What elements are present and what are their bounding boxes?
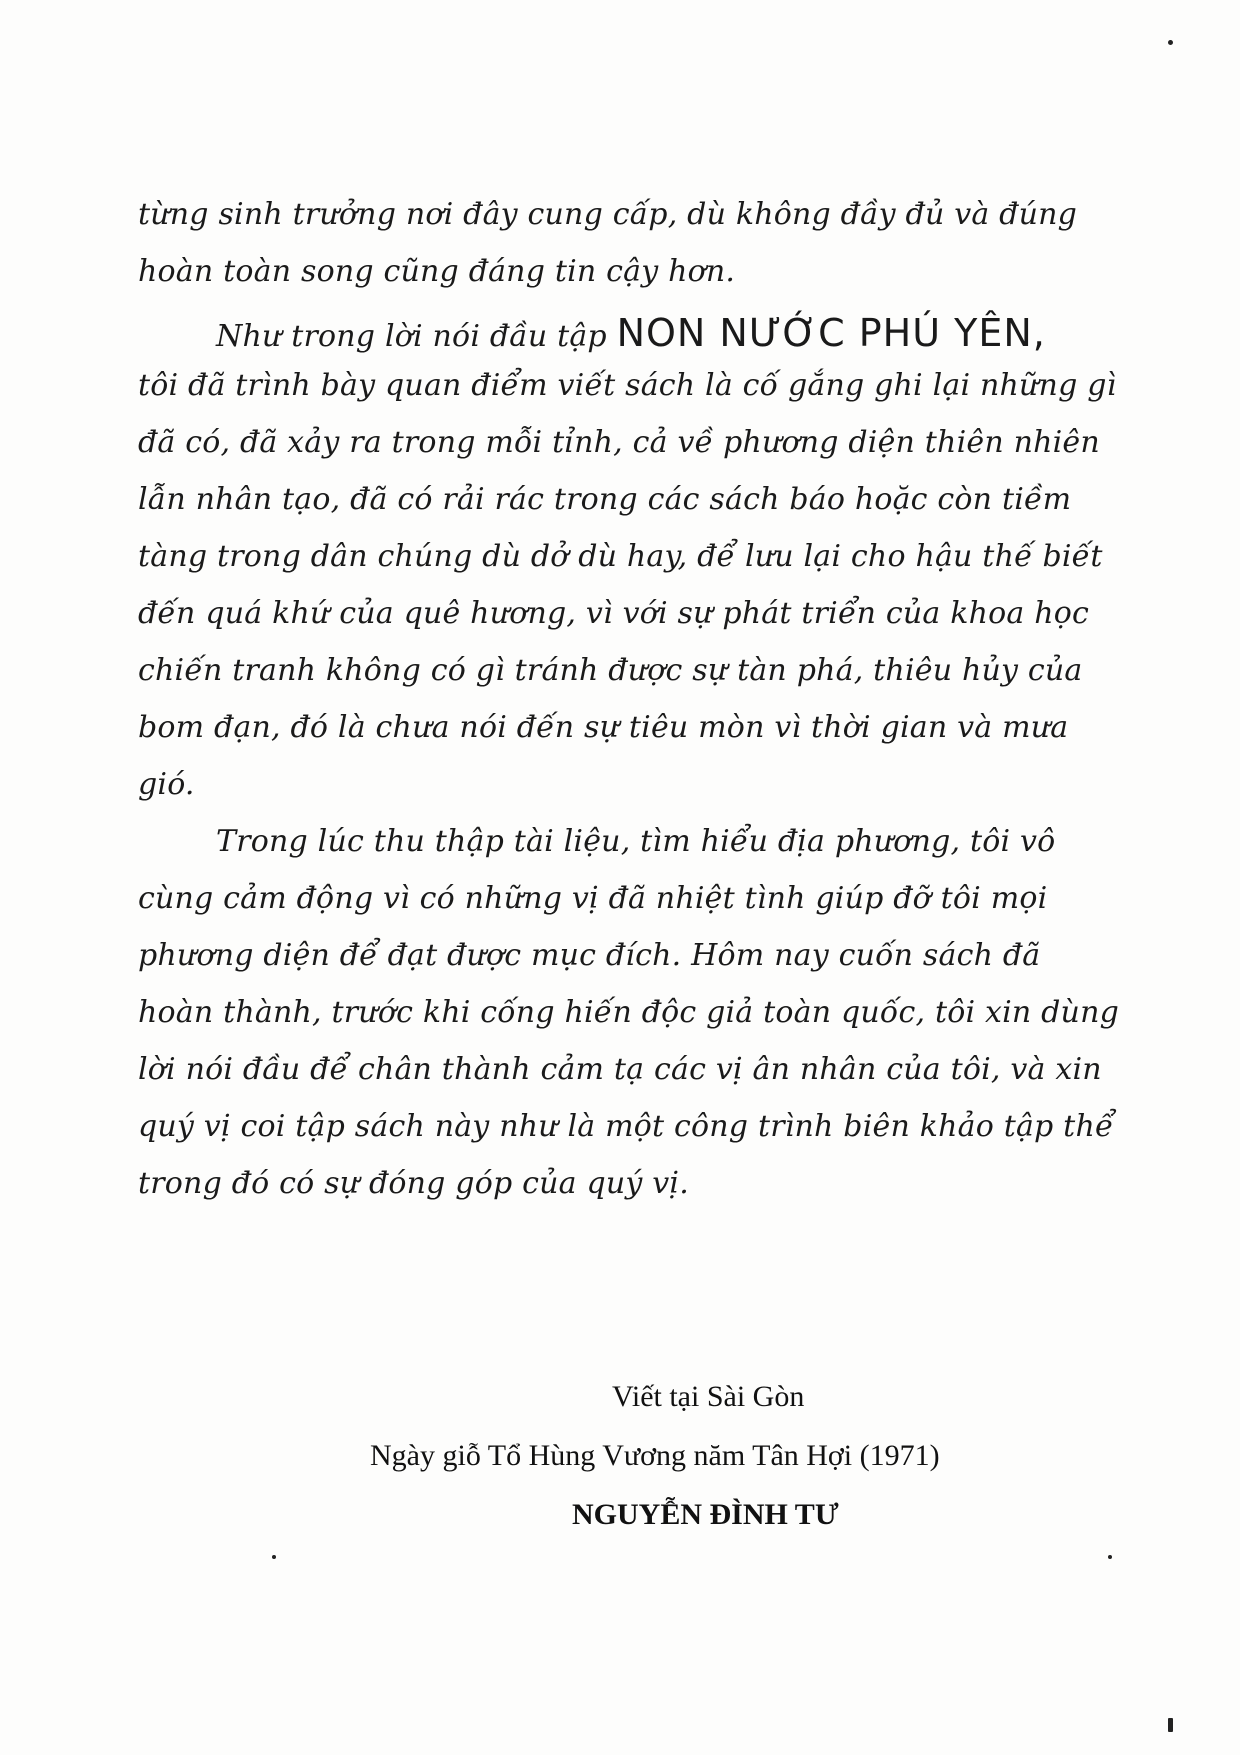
paragraph-line-1: từng sinh trưởng nơi đây cung cấp, dù không đầy đủ và đúng — [138, 197, 1078, 232]
paragraph-line-17: quý vị coi tập sách này như là một công trình biên khảo tập thể — [138, 1109, 1114, 1144]
paragraph-line-12: Trong lúc thu thập tài liệu, tìm hiểu địa phương, tôi vô — [216, 824, 1056, 859]
paragraph-line-13: cùng cảm động vì có những vị đã nhiệt tình giúp đỡ tôi mọi — [138, 881, 1048, 916]
paragraph-line-10: bom đạn, đó là chưa nói đến sự tiêu mòn vì thời gian và mưa — [138, 710, 1069, 745]
paragraph-line-11: gió. — [138, 767, 195, 802]
paragraph-line-8: đến quá khứ của quê hương, vì với sự phát triển của khoa học — [138, 596, 1089, 631]
paragraph-line-7: tàng trong dân chúng dù dở dù hay, để lưu lại cho hậu thế biết — [138, 539, 1103, 574]
paragraph-line-15: hoàn thành, trước khi cống hiến độc giả toàn quốc, tôi xin dùng — [138, 995, 1120, 1030]
paragraph-line-6: lẫn nhân tạo, đã có rải rác trong các sách báo hoặc còn tiềm — [138, 482, 1072, 517]
paragraph-line-18: trong đó có sự đóng góp của quý vị. — [138, 1166, 689, 1201]
paragraph-line-2: hoàn toàn song cũng đáng tin cậy hơn. — [138, 254, 736, 289]
book-title: NON NƯỚC PHÚ YÊN, — [616, 311, 1046, 355]
scan-speck — [1168, 40, 1173, 45]
scan-speck — [1108, 1555, 1112, 1559]
paragraph-line-16: lời nói đầu để chân thành cảm tạ các vị ân nhân của tôi, và xin — [138, 1052, 1102, 1087]
signature-author: NGUYỄN ĐÌNH TƯ — [572, 1498, 839, 1531]
paragraph-line-9: chiến tranh không có gì tránh được sự tàn phá, thiêu hủy của — [138, 653, 1083, 688]
paragraph-line-5: đã có, đã xảy ra trong mỗi tỉnh, cả về phương diện thiên nhiên — [138, 425, 1100, 460]
scan-speck — [1168, 1718, 1173, 1732]
paragraph-line-3 — [216, 311, 1046, 355]
signature-date: Ngày giỗ Tổ Hùng Vương năm Tân Hợi (1971) — [370, 1439, 940, 1472]
paragraph-line-4: tôi đã trình bày quan điểm viết sách là cố gắng ghi lại những gì — [138, 368, 1117, 403]
scan-speck — [272, 1555, 276, 1559]
paragraph-line-3-text: Như trong lời nói đầu tập — [216, 319, 607, 354]
paragraph-line-14: phương diện để đạt được mục đích. Hôm nay cuốn sách đã — [138, 938, 1041, 973]
signature-place: Viết tại Sài Gòn — [612, 1380, 805, 1413]
